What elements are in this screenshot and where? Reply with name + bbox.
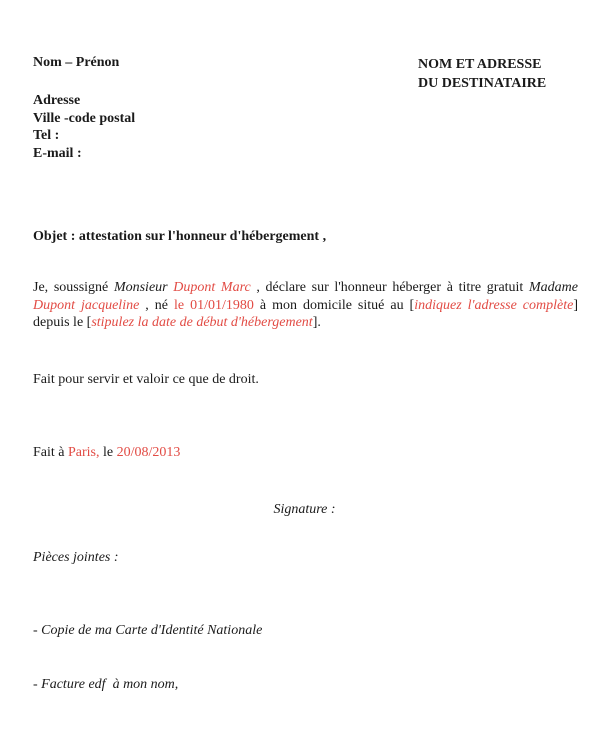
body-segment-host-name: Dupont Marc (173, 280, 251, 295)
place-date-city: Paris, (68, 445, 100, 460)
sender-name: Nom – Prénon (33, 55, 120, 70)
attachments-title: Pièces jointes : (33, 550, 119, 565)
closing-formula: Fait pour servir et valoir ce que de droit. (33, 372, 259, 387)
body-segment: , né (139, 297, 174, 313)
signature-label: Signature : (273, 502, 336, 517)
sender-city-line: Ville -code postal (33, 110, 136, 126)
body-segment: Je, soussigné (33, 280, 114, 295)
sender-address-line: Adresse (33, 93, 81, 108)
body-segment-birth-date: le 01/01/1980 (174, 297, 254, 313)
recipient-line-2: DU DESTINATAIRE (418, 76, 547, 91)
sender-tel-line: Tel : (33, 128, 60, 143)
attachments-list (33, 586, 262, 730)
body-segment: Madame (529, 280, 578, 295)
letter-body-paragraph (33, 279, 578, 332)
body-segment: ] depuis le [ (33, 297, 578, 330)
recipient-line-1: NOM ET ADRESSE (418, 57, 542, 72)
sender-address-block (33, 92, 135, 162)
place-date-segment: le (99, 445, 117, 460)
place-date-line (33, 445, 180, 461)
subject-line: Objet : attestation sur l'honneur d'hébergement , (33, 229, 327, 244)
attachment-item: - Facture edf à mon nom, (33, 677, 179, 692)
attachment-item: - Copie de ma Carte d'Identité Nationale (33, 623, 263, 638)
body-segment: ]. (312, 315, 321, 330)
body-segment-start-date-placeholder: stipulez la date de début d'hébergement (91, 315, 313, 330)
recipient-block (418, 55, 546, 93)
sender-email-line: E-mail : (33, 145, 82, 161)
body-segment-address-placeholder: indiquez l'adresse complète (414, 297, 574, 313)
body-segment: Monsieur (113, 280, 174, 295)
place-date-segment: Fait à (33, 445, 68, 460)
body-segment: , déclare sur l'honneur héberger à titre gratuit (250, 280, 529, 295)
body-segment: à mon domicile situé au [ (253, 297, 415, 313)
body-segment-guest-name: Dupont jacqueline (33, 297, 140, 313)
place-date-date: 20/08/2013 (116, 445, 181, 460)
